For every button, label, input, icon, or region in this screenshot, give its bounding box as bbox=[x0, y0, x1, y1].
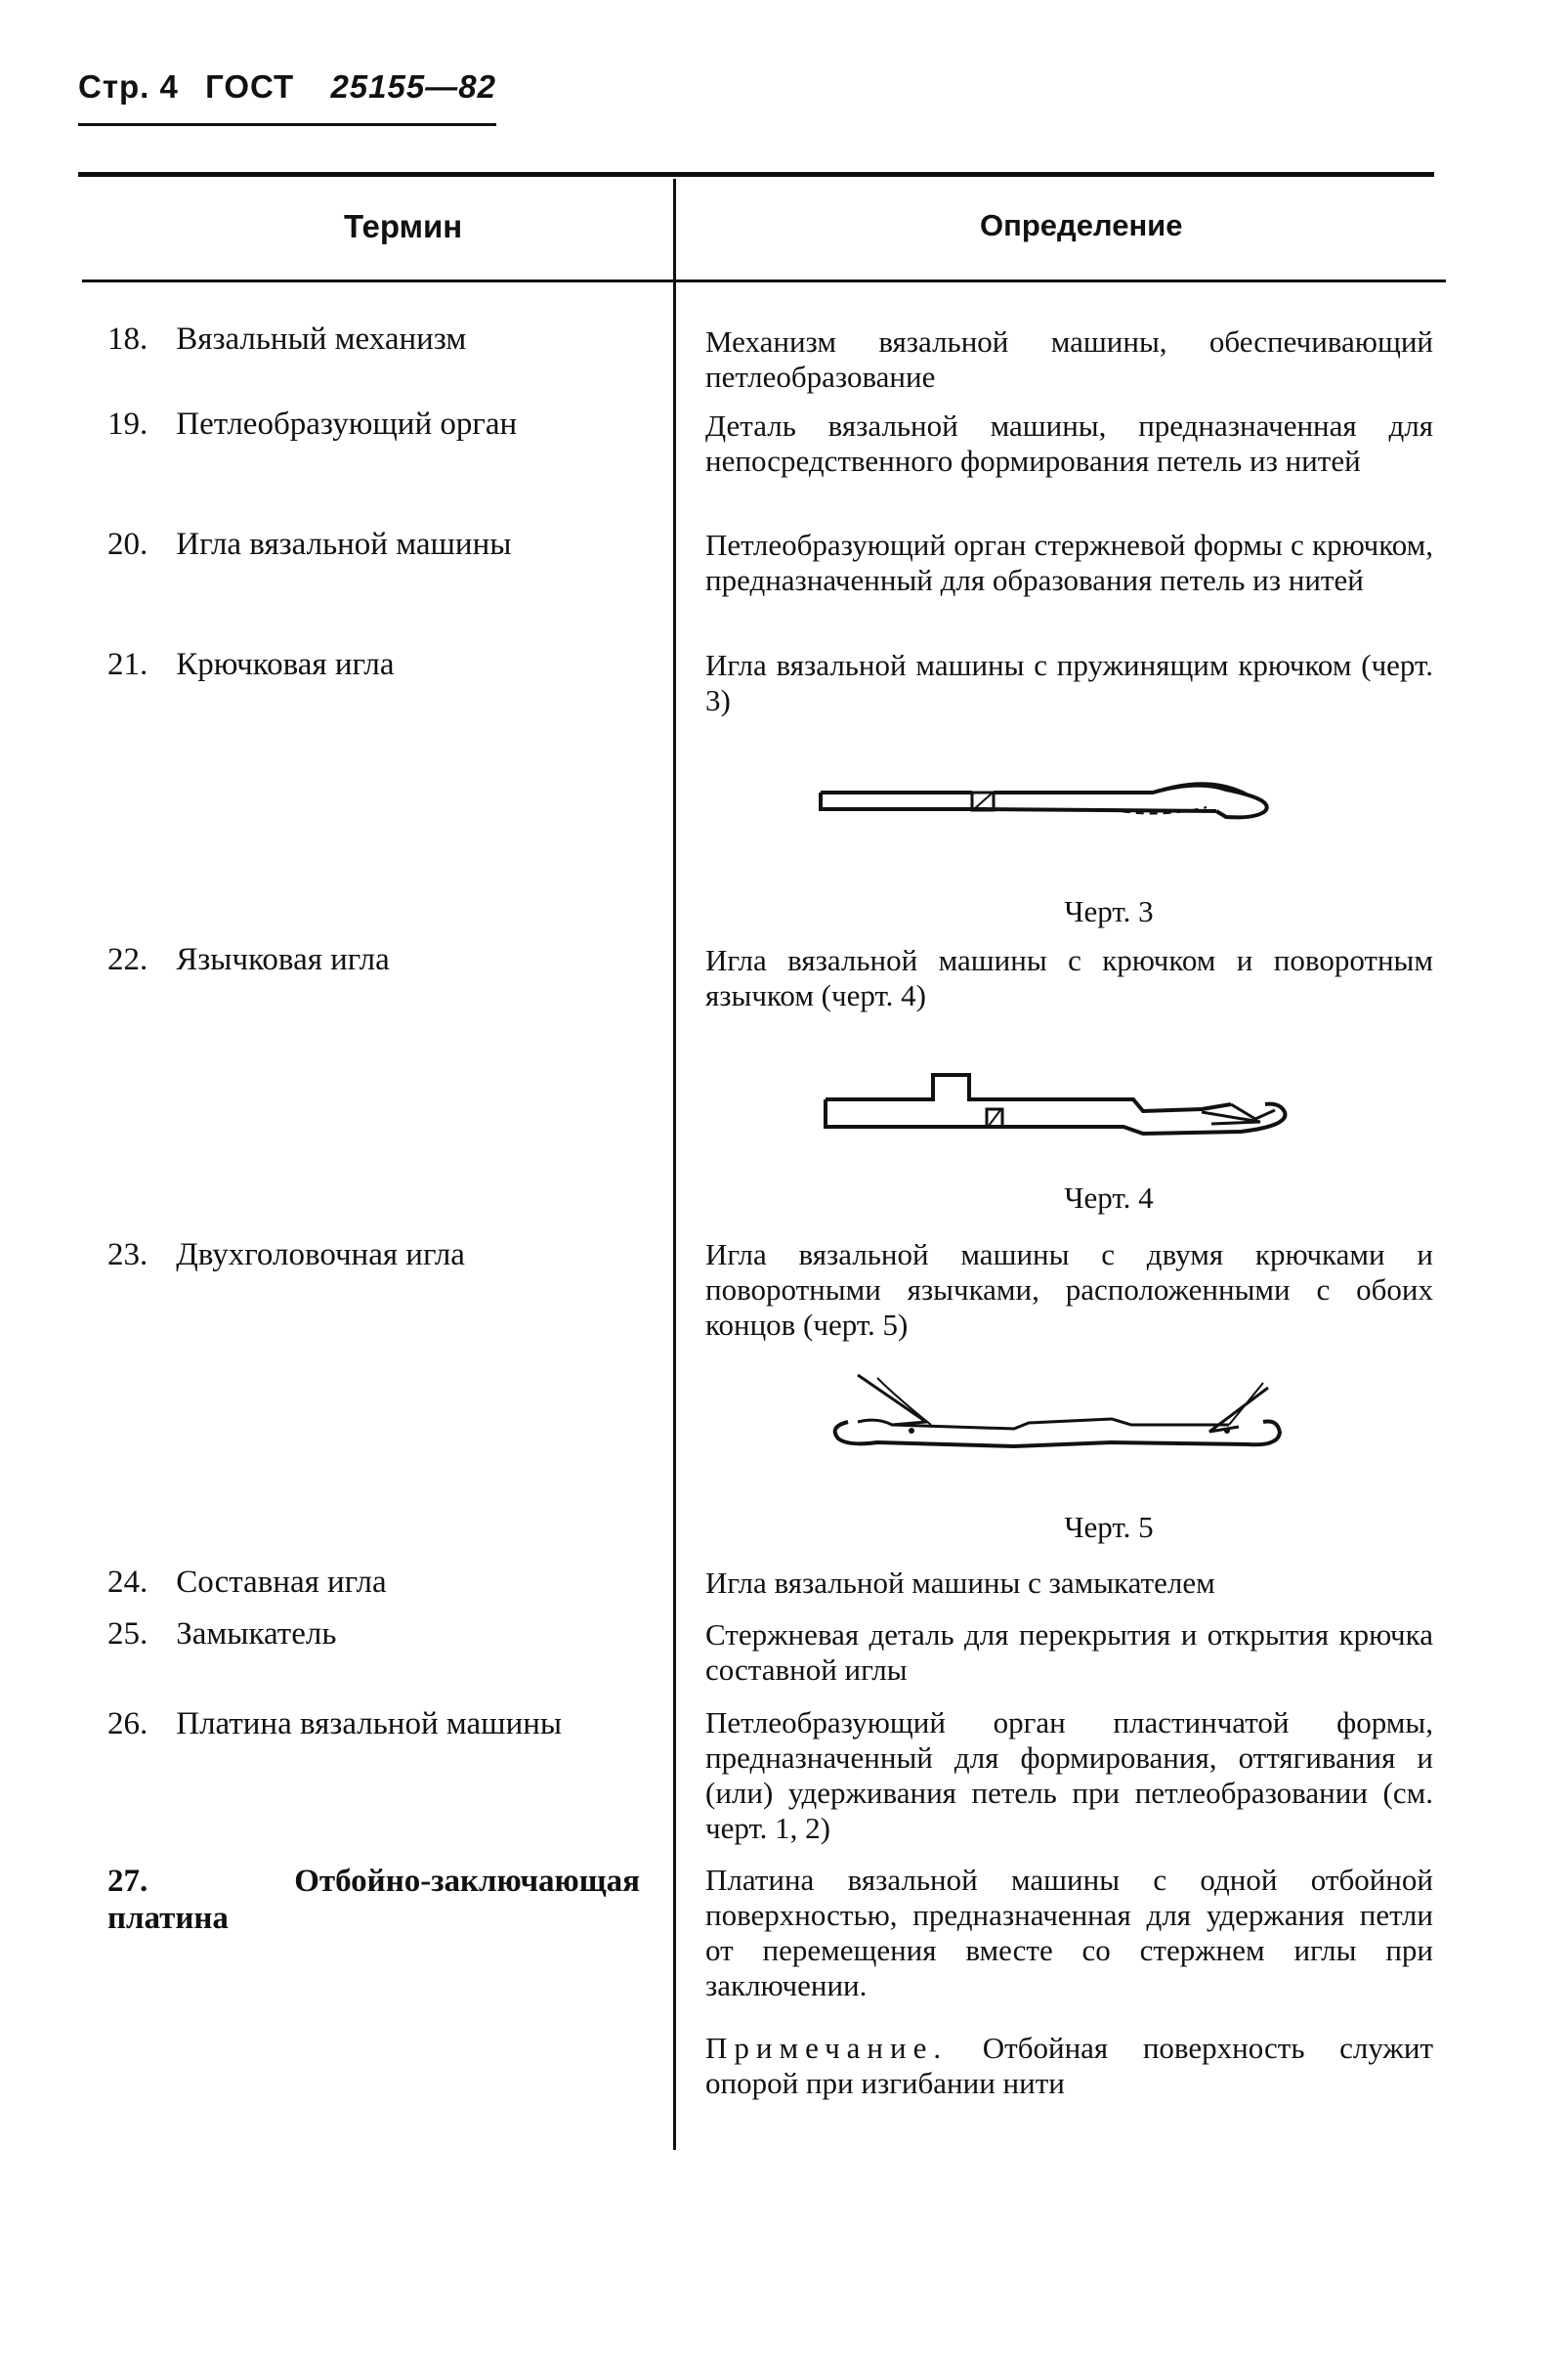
term-text: Составная игла bbox=[176, 1565, 387, 1600]
term-number: 19. bbox=[107, 407, 148, 442]
table-header-rule bbox=[82, 279, 1446, 282]
term-18 bbox=[107, 321, 655, 358]
term-number: 23. bbox=[107, 1237, 148, 1272]
definition-27: Платина вязальной машины с одной отбойной поверхностью, предназначенная для удержания петли от перемещения вместе со стержнем иглы при заключении. bbox=[705, 1863, 1433, 2002]
column-header-term: Термин bbox=[344, 208, 463, 244]
term-text: Вязальный механизм bbox=[176, 322, 467, 357]
header-underline bbox=[78, 123, 496, 126]
note-text: Отбойная поверхность служит опорой при изгибании нити bbox=[705, 2031, 1433, 2100]
term-text: Отбойно-заключающая платина bbox=[107, 1864, 640, 1936]
definition-24: Игла вязальной машины с замыкателем bbox=[705, 1566, 1215, 1600]
term-text: Платина вязальной машины bbox=[176, 1706, 563, 1741]
term-23 bbox=[107, 1236, 655, 1273]
term-text: Крючковая игла bbox=[176, 647, 395, 682]
page-number: Стр. 4 bbox=[78, 68, 179, 105]
note bbox=[705, 2031, 1433, 2101]
definition-23: Игла вязальной машины с двумя крючками и поворотными язычками, расположенными с обоих концов (черт. 5) bbox=[705, 1237, 1433, 1342]
figure-5-double-headed-needle bbox=[819, 1368, 1297, 1461]
figure-4-caption: Черт. 4 bbox=[1064, 1181, 1154, 1215]
definition-18: Механизм вязальной машины, обеспечивающий петлеобразование bbox=[705, 324, 1433, 394]
term-number: 26. bbox=[107, 1706, 148, 1741]
standard-number: 25155—82 bbox=[330, 68, 496, 105]
column-header-definition: Определение bbox=[980, 208, 1183, 242]
term-text: Игла вязальной машины bbox=[176, 527, 512, 562]
figure-3-bearded-needle bbox=[816, 768, 1285, 827]
standard-label: ГОСТ bbox=[205, 68, 295, 105]
page-header bbox=[78, 68, 496, 107]
term-20 bbox=[107, 526, 655, 563]
term-text: Замыкатель bbox=[176, 1616, 337, 1652]
table-top-rule bbox=[78, 172, 1434, 177]
definition-19: Деталь вязальной машины, предназначенная для непосредственного формирования петель из нитей bbox=[705, 408, 1433, 478]
term-text: Двухголовочная игла bbox=[176, 1237, 465, 1272]
term-number: 24. bbox=[107, 1565, 148, 1600]
figure-5-caption: Черт. 5 bbox=[1064, 1510, 1154, 1544]
term-19 bbox=[107, 406, 655, 443]
term-26 bbox=[107, 1705, 655, 1742]
term-number: 27. bbox=[107, 1864, 148, 1899]
term-number: 22. bbox=[107, 942, 148, 977]
figure-4-latch-needle bbox=[821, 1065, 1299, 1143]
term-25 bbox=[107, 1615, 655, 1653]
term-24 bbox=[107, 1564, 655, 1601]
term-21 bbox=[107, 646, 655, 683]
term-27 bbox=[107, 1863, 640, 1937]
definition-22: Игла вязальной машины с крючком и поворотным язычком (черт. 4) bbox=[705, 943, 1433, 1012]
figure-3-caption: Черт. 3 bbox=[1064, 894, 1154, 928]
term-number: 18. bbox=[107, 322, 148, 357]
definition-21: Игла вязальной машины с пружинящим крючком (черт. 3) bbox=[705, 648, 1433, 717]
term-number: 25. bbox=[107, 1616, 148, 1652]
term-text: Петлеобразующий орган bbox=[176, 407, 518, 442]
note-lead: Примечание. bbox=[705, 2031, 949, 2065]
definition-25: Стержневая деталь для перекрытия и открытия крючка составной иглы bbox=[705, 1617, 1433, 1687]
definition-20: Петлеобразующий орган стержневой формы с крючком, предназначенный для образования петель из нитей bbox=[705, 528, 1433, 597]
definition-26: Петлеобразующий орган пластинчатой формы, предназначенный для формирования, оттягивания и (или) удерживания петель при петлеобразовании (см. черт. 1, 2) bbox=[705, 1705, 1433, 1845]
term-number: 21. bbox=[107, 647, 148, 682]
term-22 bbox=[107, 941, 655, 978]
term-text: Язычковая игла bbox=[176, 942, 390, 977]
column-divider bbox=[673, 179, 676, 2150]
term-number: 20. bbox=[107, 527, 148, 562]
